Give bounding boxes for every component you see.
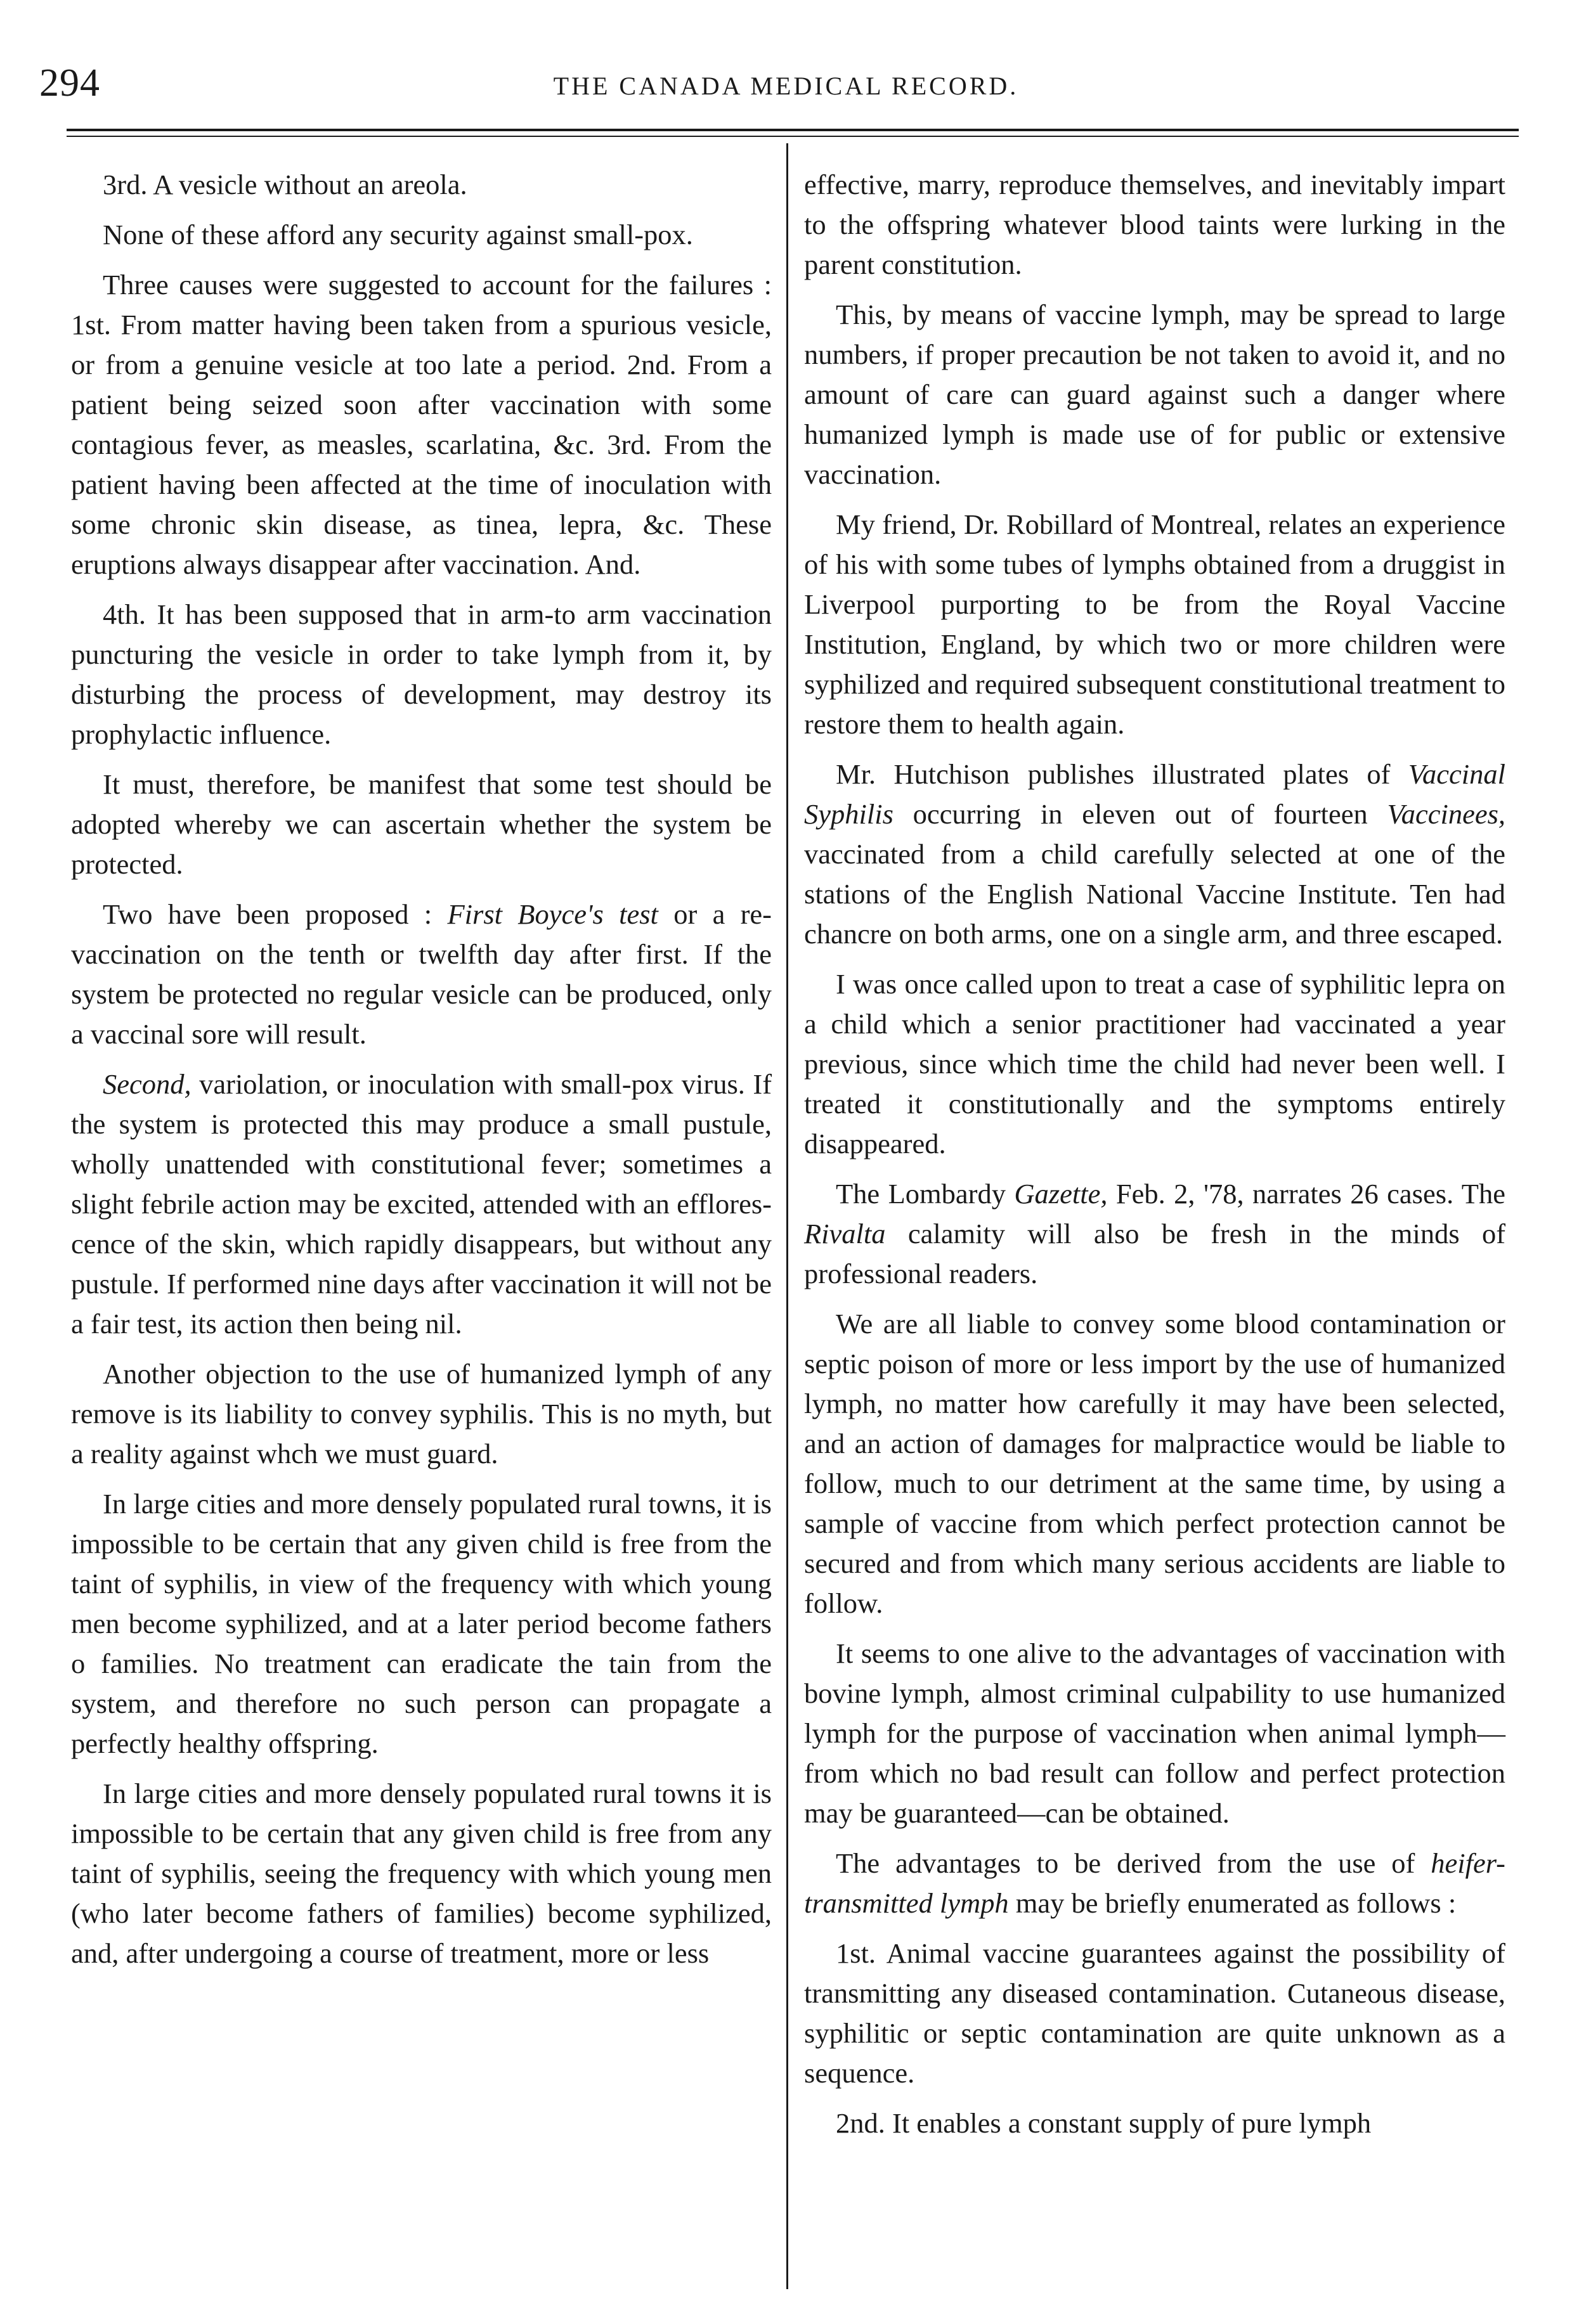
paragraph: 2nd. It enables a constant supply of pure lymph: [836, 2107, 1372, 2139]
paragraph: My friend, Dr. Robillard of Montreal, relates an experience of his with some tubes of lymphs obtained from a druggist in Liverpool purporting to be from the Royal Vaccine Institution, England, by which two or more children were syphilized and required subsequent constitutional treatment to restore them to health again.: [804, 508, 1505, 740]
paragraph: I was once called upon to treat a case of syphilitic lepra on a child which a senior practitioner had vaccinated a year previous, since which time the child had never been well. I treated it constitutionally and the symptoms entirely disappeared.: [804, 968, 1505, 1159]
text-run: occurring in eleven out of fourteen: [913, 798, 1368, 830]
paragraph: [71, 894, 772, 1054]
column-divider: [786, 143, 788, 2289]
text-run: The advantages to be derived from the use of: [836, 1847, 1415, 1879]
paragraph: Another objection to the use of humanized lymph of any remove is its liability to convey syphilis. This is no myth, but a reality against whch we must guard.: [71, 1358, 772, 1469]
page-header: [0, 0, 1572, 127]
paragraph: [71, 1064, 772, 1344]
text-run: calamity will also be fresh in the minds of professional readers.: [804, 1218, 1506, 1289]
paragraph: 1st. Animal vaccine guarantees against the possibility of transmitting any diseased contamination. Cutaneous disease, syphilitic or septic contamination are quite unknown as a sequence.: [804, 1937, 1505, 2089]
paragraph: Three causes were suggested to account for the failures : 1st. From matter having been taken from a spurious vesicle, or from a genuine vesicle at too late a period. 2nd. From a patient being seized soon after vaccination with some contagious fever, as measles, scarlatina, &c. 3rd. From the patient having been affected at the time of inoculation with some chronic skin disease, as tinea, lepra, &c. These eruptions always disappear after vaccination. And.: [71, 269, 772, 580]
header-rule-thin: [67, 136, 1519, 137]
page-number: 294: [39, 61, 100, 105]
italic-term: Rivalta: [804, 1218, 886, 1249]
paragraph: [804, 1843, 1505, 1923]
italic-term: Vaccinal Syphilis: [804, 758, 1505, 830]
header-rule: [67, 129, 1519, 131]
paragraph: We are all liable to convey some blood contamination or septic poison of more or less import by the use of humanized lymph, no matter how carefully it may have been selected, and an action of damages for malpractice would be liable to follow, much to our detriment at the same time, by using a sample of vaccine from which perfect protection cannot be secured and from which many serious accidents are liable to follow.: [804, 1308, 1505, 1619]
paragraph: It seems to one alive to the advantages of vaccination with bovine lymph, almost criminal culpability to use humanized lymph for the purpose of vaccination when animal lymph—from which no bad result can follow and perfect protection may be guaranteed—can be obtained.: [804, 1637, 1505, 1829]
paragraph: [804, 754, 1505, 954]
italic-term: First Boyce's test: [447, 898, 658, 930]
text-run: or a re-vaccination on the tenth or twelfth day after first. If the system be protected no regular vesicle can be produced, only a vaccinal sore will result.: [71, 898, 772, 1050]
paragraph: It must, therefore, be manifest that some test should be adopted whereby we can ascertain whether the system be protected.: [71, 768, 772, 880]
text-run: The Lombardy: [836, 1178, 1006, 1210]
paragraph: This, by means of vaccine lymph, may be spread to large numbers, if proper precaution be not taken to avoid it, and no amount of care can guard against such a danger where humanized lymph is made use of for public or extensive vaccination.: [804, 299, 1505, 490]
text-run: variolation, or inoculation with small-pox virus. If the system is protected this may produce a small pustule, wholly unattended with constitutional fever; sometimes a slight febrile action may be excited, attended with an efflorescence of the skin, which rapidly disappears, but without any pustule. If performed nine days after vaccination it will not be a fair test, its action then being nil.: [71, 1068, 772, 1340]
right-column: [804, 165, 1505, 2153]
paragraph: In large cities and more densely populated rural towns, it is impossible to be certain that any given child is free from the taint of syphilis, in view of the frequency with which young men become syphilized, and at a later period become fathers o families. No treatment can eradicate the tain from the system, and therefore no such person can propagate a perfectly healthy offspring.: [71, 1488, 772, 1759]
paragraph: [804, 1174, 1505, 1294]
paragraph: In large cities and more densely populated rural towns it is impossible to be certain that any given child is free from any taint of syphilis, seeing the frequency with which young men (who later become fathers of families) become syphilized, and, after undergoing a course of treatment, more or less: [71, 1778, 772, 1969]
paragraph: effective, marry, reproduce themselves, and inevitably impart to the offspring whatever blood taints were lurking in the parent constitution.: [804, 169, 1505, 280]
text-run: vaccinated from a child carefully selected at one of the stations of the English National Vaccine Institute. Ten had chancre on both arms, one on a single arm, and three escaped.: [804, 838, 1505, 950]
journal-title: THE CANADA MEDICAL RECORD.: [553, 72, 1019, 100]
text-run: Mr. Hutchison publishes illustrated plates of: [836, 758, 1391, 790]
italic-term: heifer-transmitted lymph: [804, 1847, 1505, 1919]
paragraph: None of these afford any security against small-pox.: [103, 219, 693, 250]
left-column: [71, 165, 772, 1984]
text-run: Feb. 2, '78, narrates 26 cases. The: [1115, 1178, 1505, 1210]
paragraph: 3rd. A vesicle without an areola.: [103, 169, 467, 200]
italic-term: Vaccinees,: [1387, 798, 1506, 830]
text-run: Two have been proposed :: [103, 898, 432, 930]
italic-term: Second,: [103, 1068, 192, 1100]
text-run: may be briefly enumerated as follows :: [1015, 1887, 1457, 1919]
italic-term: Gazette,: [1014, 1178, 1108, 1210]
paragraph: 4th. It has been supposed that in arm-to arm vaccination puncturing the vesicle in order to take lymph from it, by disturbing the process of development, may destroy its prophylactic influence.: [71, 598, 772, 750]
